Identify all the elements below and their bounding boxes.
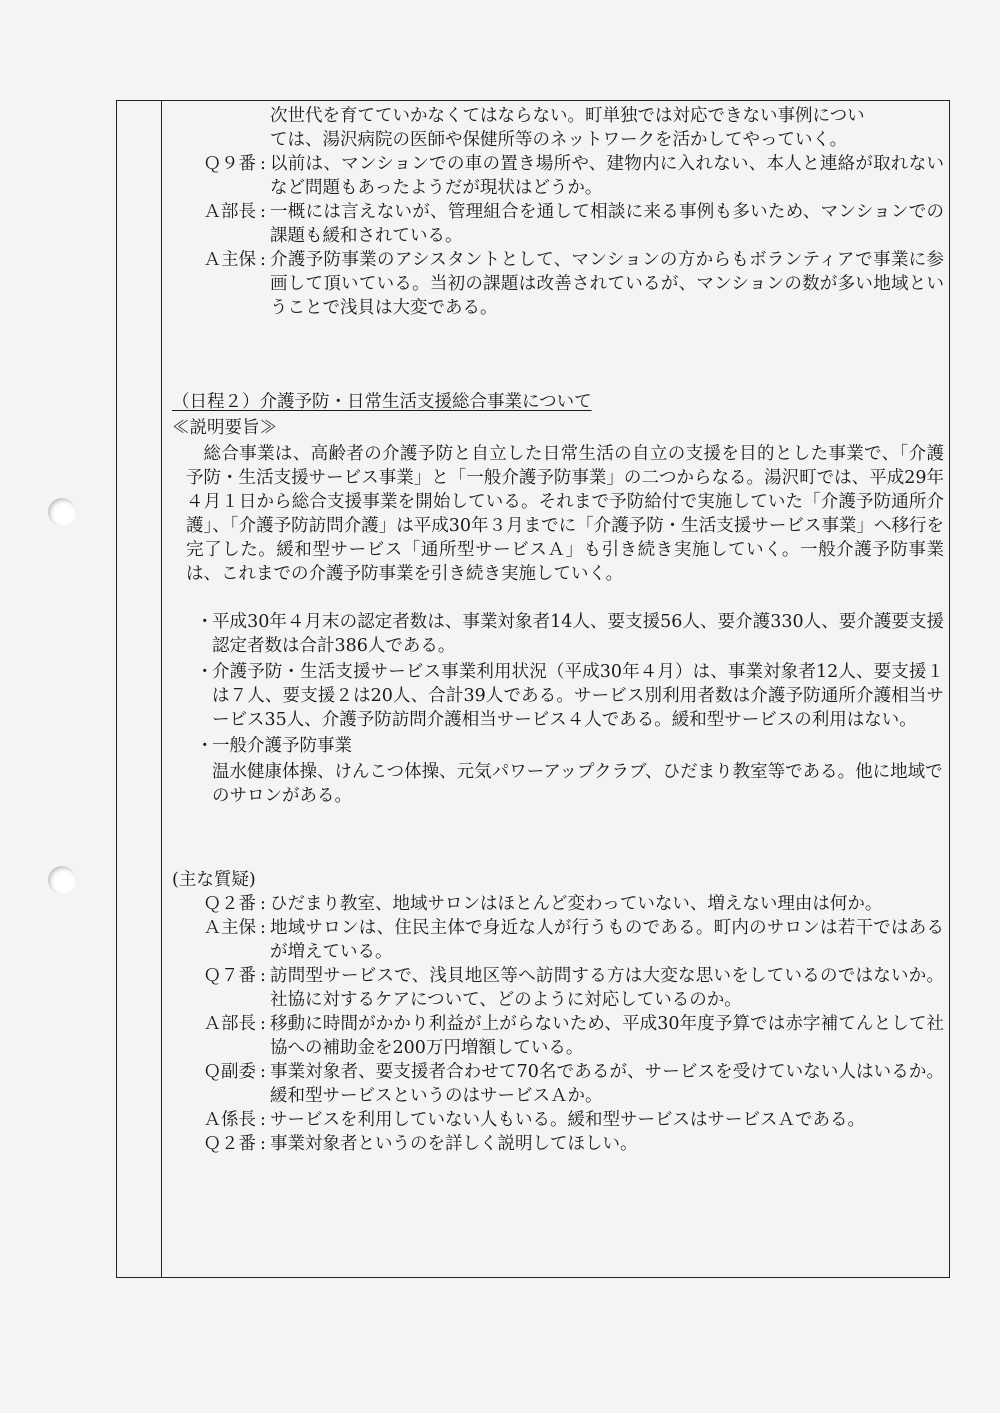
bullet-text: 一般介護予防事業 [212,736,352,756]
speaker-label: Ａ主保 [203,250,256,270]
punch-hole-top [48,498,76,526]
qa-text: 訪問型サービスで、浅貝地区等へ訪問する方は大変な思いをしているのではないか。社協に対するケアについて、どのように対応しているのか。 [270,966,944,1010]
qa-item: Ａ主保 : 地域サロンは、住民主体で身近な人が行うものである。町内のサロンは若干ではあるが増えている。 [172,916,944,964]
qa-item: Ｑ７番 : 訪問型サービスで、浅貝地区等へ訪問する方は大変な思いをしているのではないか。社協に対するケアについて、どのように対応しているのか。 [172,964,944,1012]
qa-text: ひだまり教室、地域サロンはほとんど変わっていない、増えない理由は何か。 [270,894,883,914]
bullet-marker: ・ [196,662,214,682]
bullet-continuation: 温水健康体操、けんこつ体操、元気パワーアップクラブ、ひだまり教室等である。他に地域でのサロンがある。 [212,762,943,806]
bullet-item [196,660,944,732]
summary-label: ≪説明要旨≫ [172,418,277,438]
qa-item: Ａ係長 : サービスを利用していない人もいる。緩和型サービスはサービスＡである。 [172,1108,944,1132]
bullet-marker: ・ [196,612,214,632]
qa-item: Ｑ副委 : 事業対象者、要支援者合わせて70名であるが、サービスを受けていない人はいるか。緩和型サービスというのはサービスＡか。 [172,1060,944,1108]
qa-item: Ｑ２番 : 事業対象者というのを詳しく説明してほしい。 [172,1132,944,1156]
bullet-text: 平成30年４月末の認定者数は、事業対象者14人、要支援56人、要介護330人、要介護要支援認定者数は合計386人である。 [212,612,944,656]
continuation-line: 次世代を育てていかなくてはならない。町単独では対応できない事例につい [270,106,865,126]
qa-text: 地域サロンは、住民主体で身近な人が行うものである。町内のサロンは若干ではあるが増えている。 [270,918,944,962]
speaker-label: Ｑ２番 [203,894,256,914]
qa-item: Ａ部長 : 一概には言えないが、管理組合を通して相談に来る事例も多いため、マンションでの課題も緩和されている。 [172,200,944,248]
bullet-item [196,734,944,758]
speaker-label: Ｑ副委 [203,1062,256,1082]
bullet-text: 介護予防・生活支援サービス事業利用状況（平成30年４月）は、事業対象者12人、要支援１は７人、要支援２は20人、合計39人である。サービス別利用者数は介護予防通所介護相当サービス35人、介護予防訪問介護相当サービス４人である。緩和型サービスの利用はない。 [212,662,944,730]
speaker-label: Ｑ９番 [203,154,256,174]
speaker-label: Ａ係長 [203,1110,256,1130]
section-heading: （日程２）介護予防・日常生活支援総合事業について [172,392,592,412]
speaker-label: Ｑ２番 [203,1134,256,1154]
questions-label: (主な質疑) [172,870,256,890]
speaker-label: Ｑ７番 [203,966,256,986]
summary-paragraph: 総合事業は、高齢者の介護予防と自立した日常生活の自立の支援を目的とした事業で、「介護予防・生活支援サービス事業」と「一般介護予防事業」の二つからなる。湯沢町では、平成29年４月１日から総合支援事業を開始している。それまで予防給付で実施していた「介護予防通所介護」、「介護予防訪問介護」は平成30年３月までに「介護予防・生活支援サービス事業」へ移行を完了した。緩和型サービス「通所型サービスＡ」も引き続き実施していく。一般介護予防事業は、これまでの介護予防事業を引き続き実施していく。 [186,444,944,584]
qa-item: Ａ主保 : 介護予防事業のアシスタントとして、マンションの方からもボランティアで事業に参画して頂いている。当初の課題は改善されているが、マンションの数が多い地域ということで浅貝は大変である。 [172,248,944,320]
qa-text: 以前は、マンションでの車の置き場所や、建物内に入れない、本人と連絡が取れないなど問題もあったようだが現状はどうか。 [270,154,944,198]
qa-item: Ａ部長 : 移動に時間がかかり利益が上がらないため、平成30年度予算では赤字補てんとして社協への補助金を200万円増額している。 [172,1012,944,1060]
qa-item: Ｑ９番 : 以前は、マンションでの車の置き場所や、建物内に入れない、本人と連絡が取れないなど問題もあったようだが現状はどうか。 [172,152,944,200]
qa-text: 介護予防事業のアシスタントとして、マンションの方からもボランティアで事業に参画して頂いている。当初の課題は改善されているが、マンションの数が多い地域ということで浅貝は大変である。 [270,250,944,318]
qa-text: 一概には言えないが、管理組合を通して相談に来る事例も多いため、マンションでの課題も緩和されている。 [270,202,944,246]
bullet-list [172,610,944,808]
bullet-item [196,610,944,658]
continuation-line: ては、湯沢病院の医師や保健所等のネットワークを活かしてやっていく。 [270,130,848,150]
punch-hole-bottom [48,866,76,894]
qa-text: 事業対象者、要支援者合わせて70名であるが、サービスを受けていない人はいるか。緩和型サービスというのはサービスＡか。 [270,1062,944,1106]
speaker-label: Ａ主保 [203,918,256,938]
continuation-block [172,104,944,152]
qa-text: 事業対象者というのを詳しく説明してほしい。 [270,1134,638,1154]
document-body [172,104,944,1156]
qa-text: サービスを利用していない人もいる。緩和型サービスはサービスＡである。 [270,1110,865,1130]
qa-text: 移動に時間がかかり利益が上がらないため、平成30年度予算では赤字補てんとして社協への補助金を200万円増額している。 [270,1014,944,1058]
speaker-label: Ａ部長 [203,202,256,222]
speaker-label: Ａ部長 [203,1014,256,1034]
qa-item: Ｑ２番 : ひだまり教室、地域サロンはほとんど変わっていない、増えない理由は何か。 [172,892,944,916]
left-column-divider [161,101,162,1277]
bullet-marker: ・ [196,736,214,756]
